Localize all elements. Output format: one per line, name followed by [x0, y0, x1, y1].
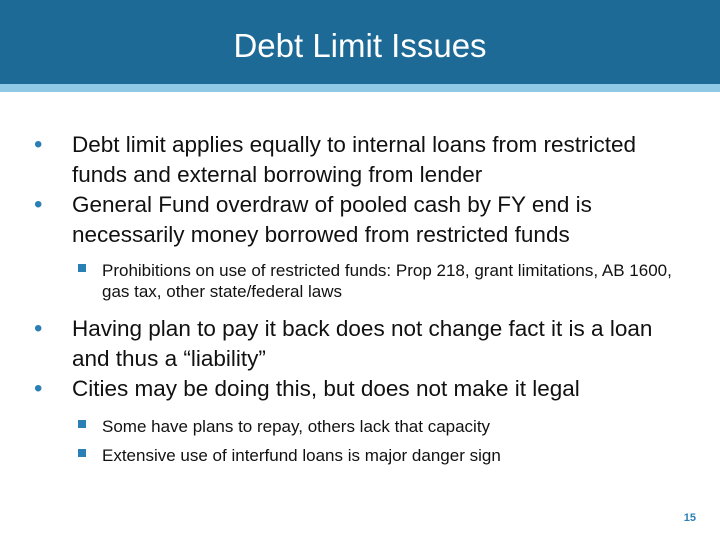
bullet-text: Debt limit applies equally to internal loans from restricted funds and external borrowing from lender	[72, 132, 637, 187]
bullet-text: Having plan to pay it back does not change fact it is a loan and thus a “liability”	[72, 316, 653, 371]
bullet-dot-icon: •	[34, 131, 43, 158]
slide-content	[34, 130, 674, 466]
square-bullet-icon	[78, 264, 86, 272]
bullet-item	[34, 130, 674, 190]
sub-bullet-text: Some have plans to repay, others lack that capacity	[102, 417, 491, 436]
bullet-item	[34, 374, 674, 404]
bullet-text: Cities may be doing this, but does not make it legal	[72, 376, 580, 401]
bullet-item	[34, 314, 674, 374]
page-number: 15	[683, 512, 696, 524]
bullet-text: General Fund overdraw of pooled cash by FY end is necessarily money borrowed from restricted funds	[72, 192, 592, 247]
sub-bullet-item	[34, 260, 674, 302]
bullet-item	[34, 190, 674, 250]
bullet-dot-icon: •	[34, 375, 43, 402]
slide-header	[0, 0, 720, 92]
sub-bullet-text: Extensive use of interfund loans is major danger sign	[102, 446, 501, 465]
square-bullet-icon	[78, 449, 86, 457]
slide-title: Debt Limit Issues	[233, 27, 487, 64]
sub-bullet-item	[34, 416, 674, 437]
bullet-dot-icon: •	[34, 315, 43, 342]
sub-bullet-item	[34, 445, 674, 466]
square-bullet-icon	[78, 420, 86, 428]
bullet-dot-icon: •	[34, 191, 43, 218]
sub-bullet-text: Prohibitions on use of restricted funds: Prop 218, grant limitations, AB 1600, gas tax, other state/federal laws	[102, 261, 672, 301]
